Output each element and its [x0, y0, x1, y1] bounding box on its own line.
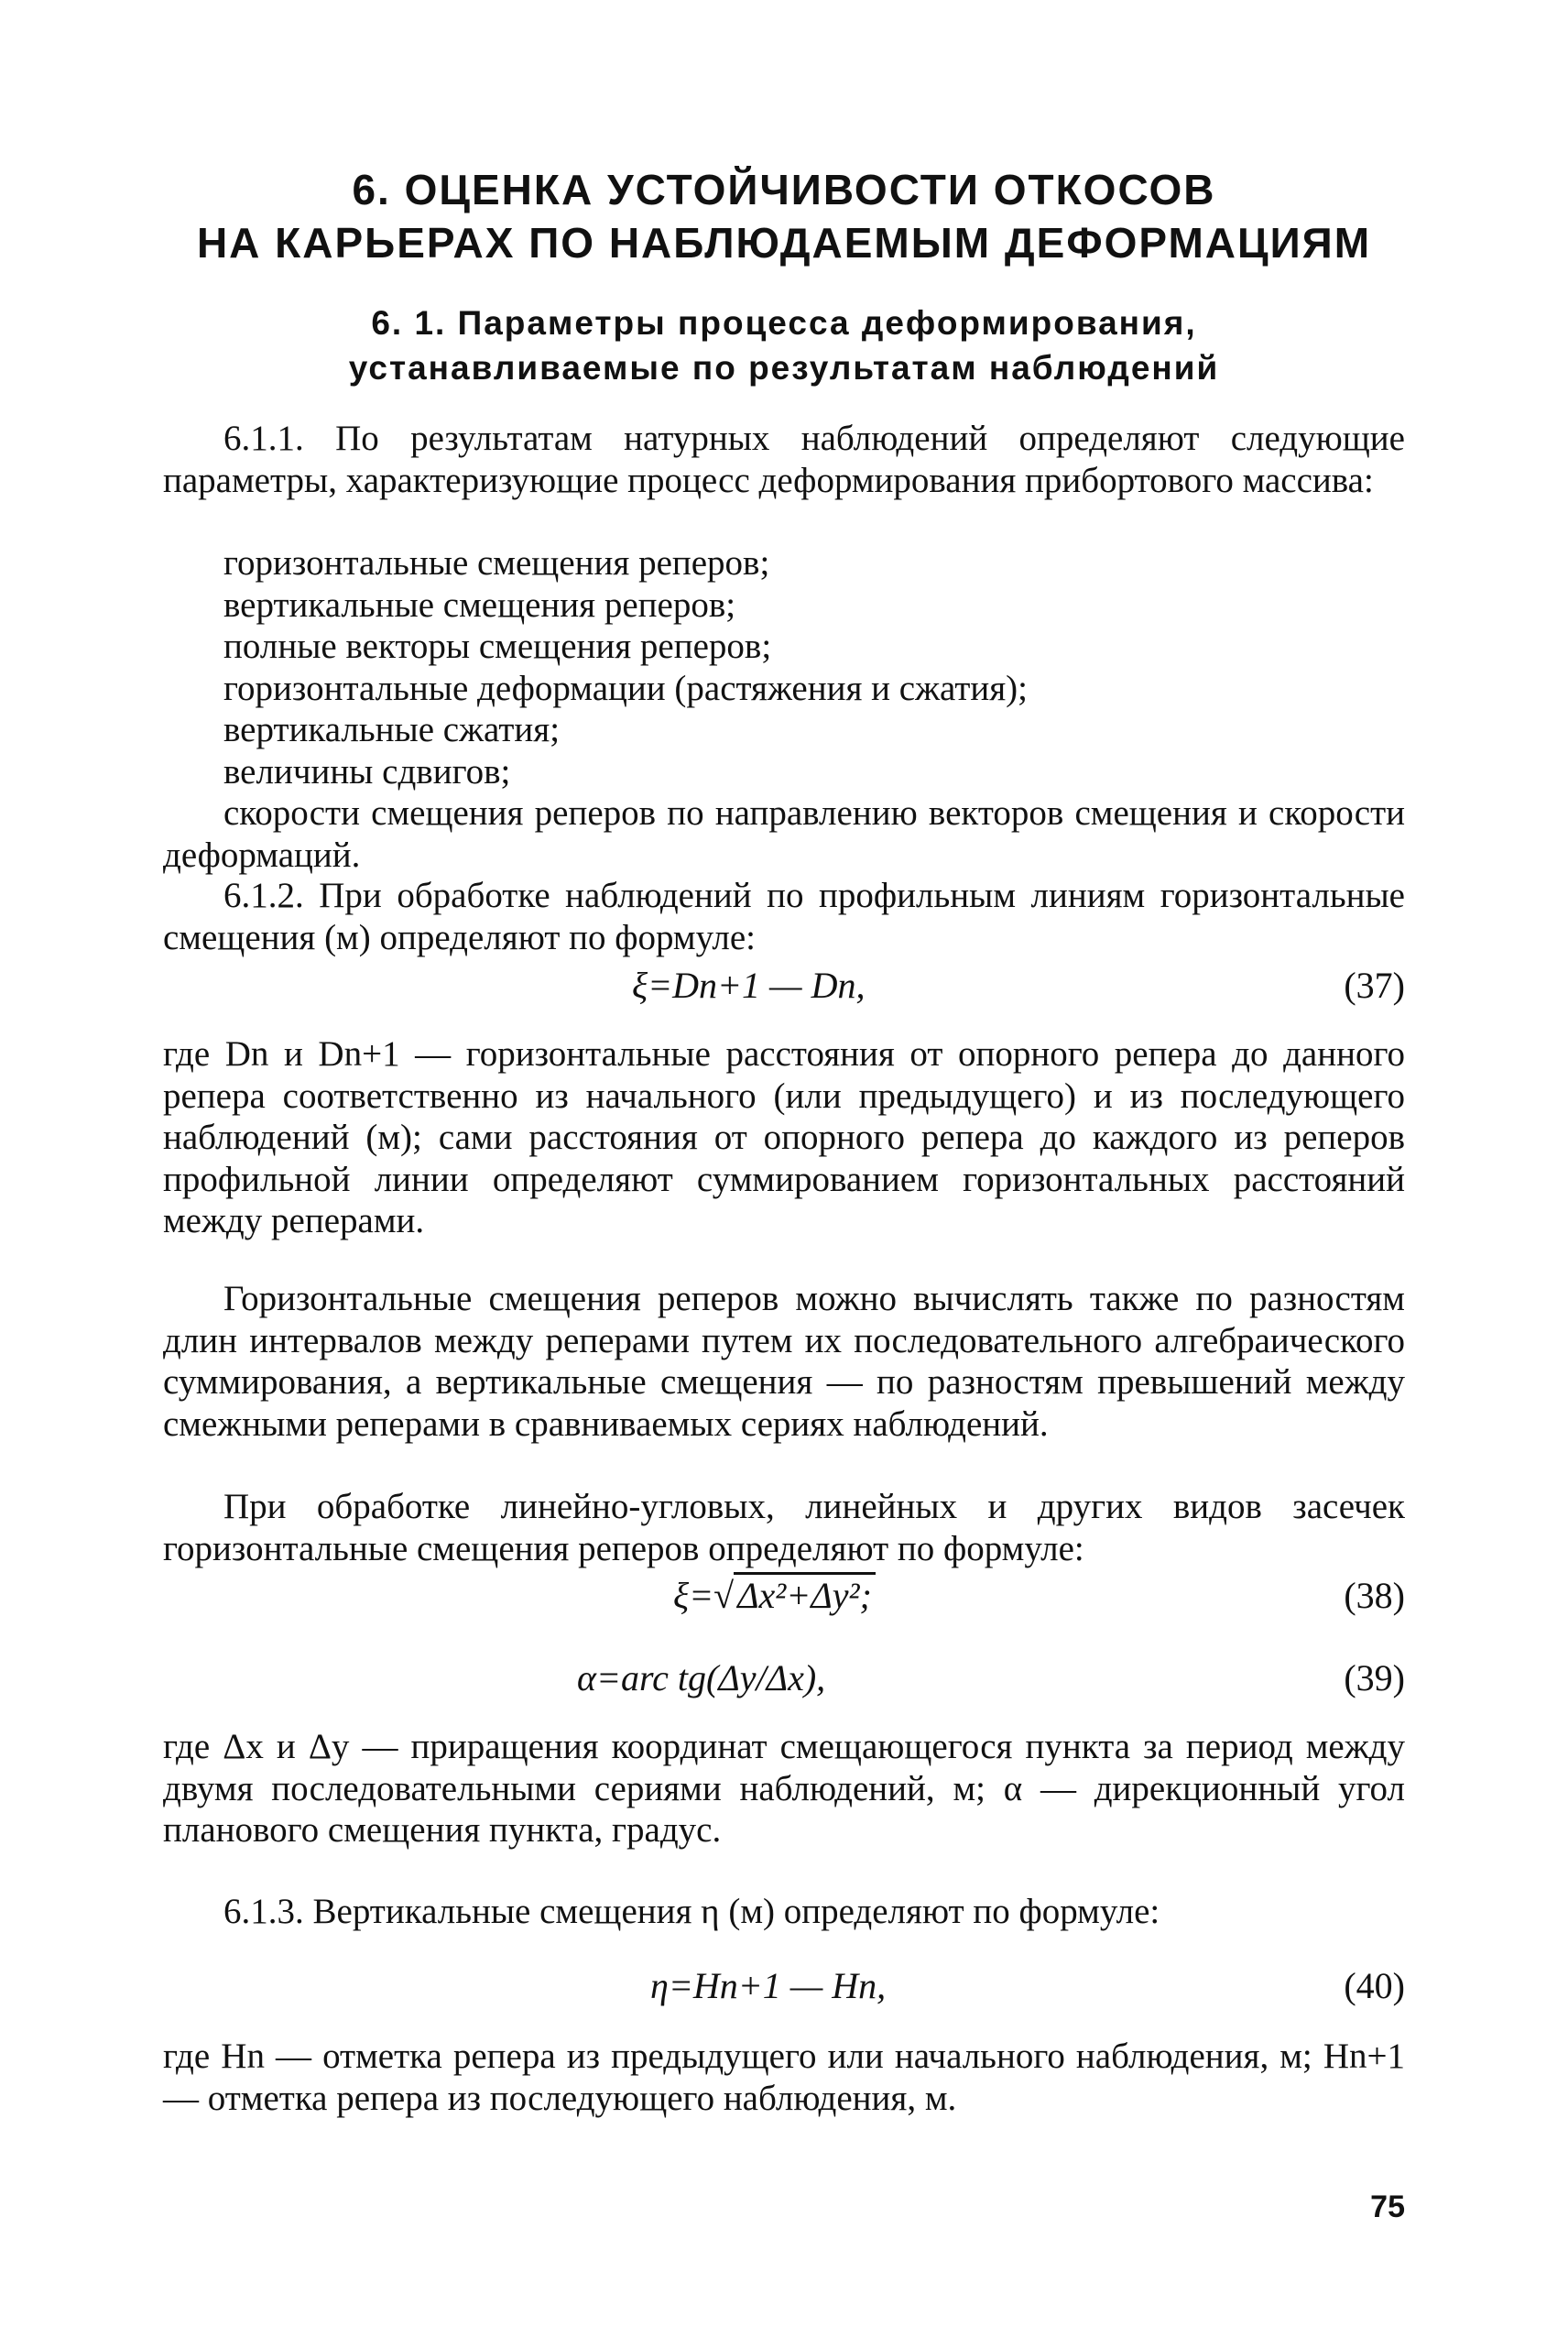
- formula-40: η=Hn+1 — Hn,: [650, 1965, 887, 2006]
- formula-37: ξ=Dn+1 — Dn,: [632, 965, 866, 1006]
- formula-39: α=arc tg(Δy/Δx),: [577, 1657, 826, 1698]
- formula-38-lhs: ξ=: [673, 1575, 714, 1616]
- list-item-last: скорости смещения реперов по направлению векторов смещения и скорости деформаций.: [163, 793, 1405, 875]
- paragraph-where-37: где Dn и Dn+1 — горизонтальные расстояния от опорного репера до данного репера соответственно из начального (или предыдущего) и из последующего наблюдений (м); сами расстояния от опорного репера до каждого из реперов профильной линии определяют суммированием горизонтальных расстояний между реперами.: [163, 1034, 1405, 1240]
- equation-number-38: (38): [1344, 1575, 1405, 1616]
- formula-38: [673, 1574, 876, 1618]
- list-item: горизонтальные деформации (растяжения и сжатия);: [223, 668, 1028, 708]
- subsection-title-line-2: устанавливаемые по результатам наблюдений: [348, 349, 1220, 387]
- equation-number-40: (40): [1344, 1965, 1405, 2006]
- section-title-line-2: НА КАРЬЕРАХ ПО НАБЛЮДАЕМЫМ ДЕФОРМАЦИЯМ: [196, 219, 1372, 267]
- equation-number-37: (37): [1344, 965, 1405, 1006]
- list-item: величины сдвигов;: [223, 751, 511, 792]
- paragraph-6-1-2: 6.1.2. При обработке наблюдений по профильным линиям горизонтальные смещения (м) определяют по формуле:: [163, 876, 1405, 957]
- paragraph-6-1-1: 6.1.1. По результатам натурных наблюдений определяют следующие параметры, характеризующие процесс деформирования прибортового массива:: [163, 419, 1405, 500]
- paragraph-where-40: где Hn — отметка репера из предыдущего или начального наблюдения, м; Hn+1 — отметка репера из последующего наблюдения, м.: [163, 2037, 1405, 2118]
- page-number: 75: [1370, 2189, 1405, 2224]
- sqrt-sign: √: [713, 1575, 735, 1616]
- paragraph-horizontal-offsets: Горизонтальные смещения реперов можно вычислять также по разностям длин интервалов между реперами путем их последовательного алгебраического суммирования, а вертикальные смещения — по разностям превышений между смежными реперами в сравниваемых сериях наблюдений.: [163, 1279, 1405, 1444]
- paragraph-linear-angular: При обработке линейно-угловых, линейных и других видов засечек горизонтальные смещения реперов определяют по формуле:: [163, 1487, 1405, 1568]
- list-item: вертикальные смещения реперов;: [223, 584, 736, 625]
- paragraph-where-39: где Δx и Δy — приращения координат смещающегося пункта за период между двумя последовательными сериями наблюдений, м; α — дирекционный угол планового смещения пункта, градус.: [163, 1727, 1405, 1850]
- paragraph-6-1-3: 6.1.3. Вертикальные смещения η (м) определяют по формуле:: [223, 1892, 1160, 1931]
- subsection-title-line-1: 6. 1. Параметры процесса деформирования,: [371, 304, 1197, 342]
- equation-number-39: (39): [1344, 1657, 1405, 1698]
- section-title: [0, 163, 1568, 269]
- list-item: горизонтальные смещения реперов;: [223, 543, 770, 583]
- formula-38-radicand: Δx²+Δy²;: [734, 1572, 876, 1616]
- subsection-title: [0, 300, 1568, 390]
- parameter-list: [223, 542, 1405, 792]
- list-item: полные векторы смещения реперов;: [223, 627, 772, 666]
- list-item: вертикальные сжатия;: [223, 710, 561, 749]
- section-title-line-1: 6. ОЦЕНКА УСТОЙЧИВОСТИ ОТКОСОВ: [352, 166, 1216, 213]
